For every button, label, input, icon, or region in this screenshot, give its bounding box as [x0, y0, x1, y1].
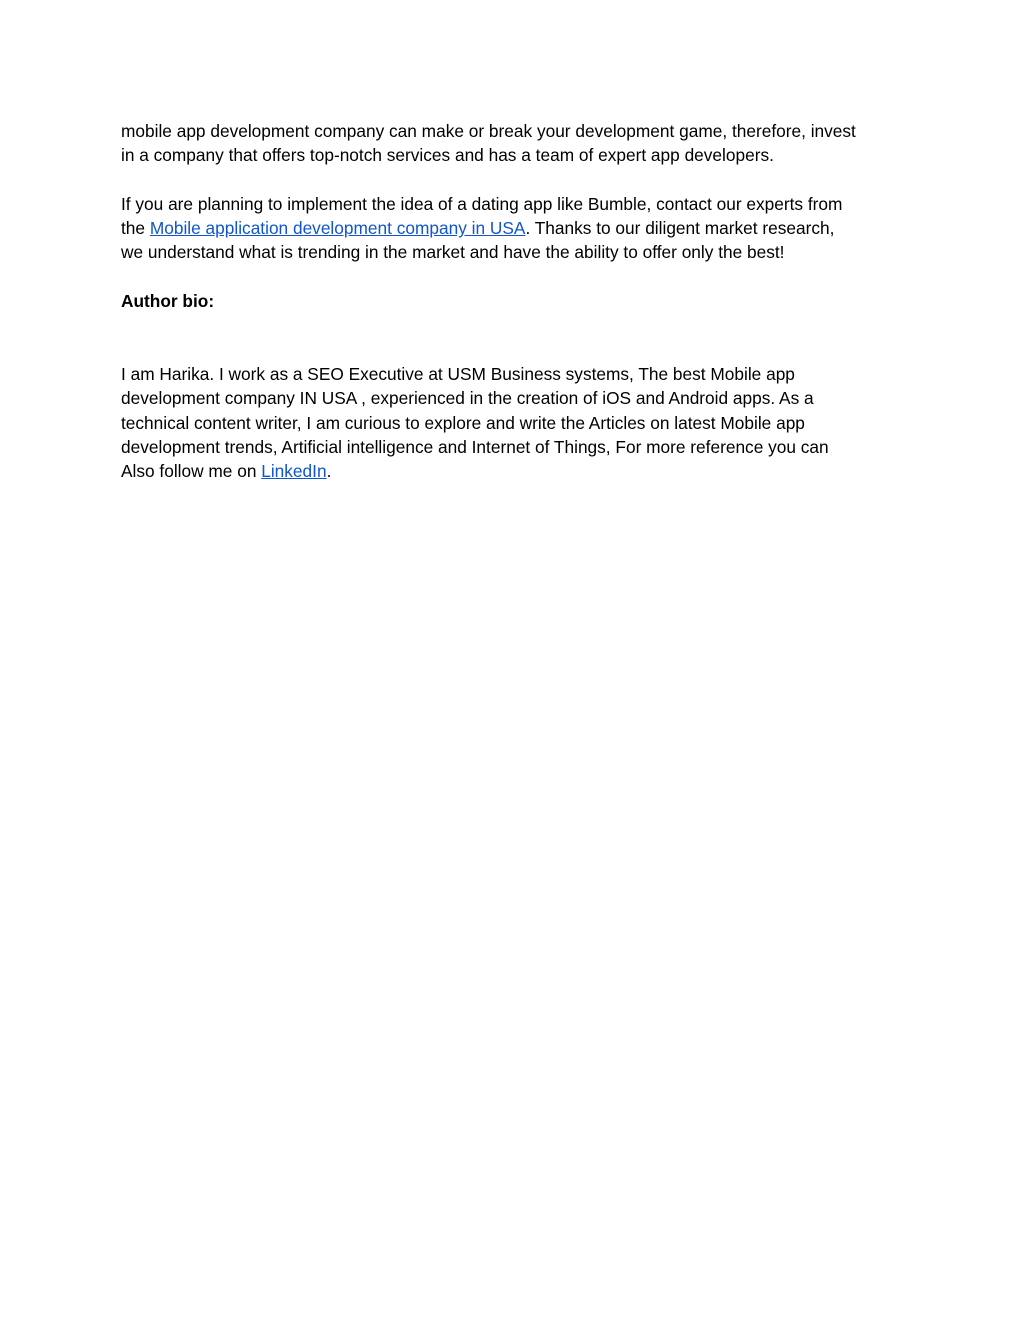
paragraph-spacer	[121, 168, 921, 192]
text-line: If you are planning to implement the idea of a dating app like Bumble, contact our experts from	[121, 193, 843, 214]
text-line: development trends, Artificial intelligence and Internet of Things, For more reference you can	[121, 436, 829, 457]
text-line: development company IN USA , experienced in the creation of iOS and Android apps. As a	[121, 388, 814, 409]
paragraph-contact	[121, 192, 921, 265]
text-fragment: the	[121, 218, 150, 239]
document-page	[121, 119, 921, 483]
text-line	[121, 216, 921, 240]
text-fragment: Also follow me on	[121, 461, 262, 482]
linkedin-link[interactable]: LinkedIn	[261, 461, 327, 482]
text-fragment: .	[326, 461, 332, 482]
text-line: in a company that offers top-notch services and has a team of expert app developers.	[121, 145, 774, 166]
text-fragment: . Thanks to our diligent market research,	[525, 218, 835, 239]
paragraph-bio	[121, 362, 921, 483]
paragraph-intro	[121, 119, 921, 168]
text-line: mobile app development company can make or break your development game, therefore, invest	[121, 121, 856, 141]
text-line: technical content writer, I am curious to explore and write the Articles on latest Mobile app	[121, 412, 805, 433]
text-line: we understand what is trending in the market and have the ability to offer only the best!	[121, 242, 785, 263]
paragraph-spacer	[121, 313, 921, 362]
paragraph-spacer	[121, 265, 921, 289]
text-line	[121, 459, 921, 483]
text-line: I am Harika. I work as a SEO Executive at USM Business systems, The best Mobile app	[121, 363, 795, 384]
author-bio-heading: Author bio:	[121, 291, 215, 312]
company-link[interactable]: Mobile application development company in USA	[149, 218, 526, 239]
